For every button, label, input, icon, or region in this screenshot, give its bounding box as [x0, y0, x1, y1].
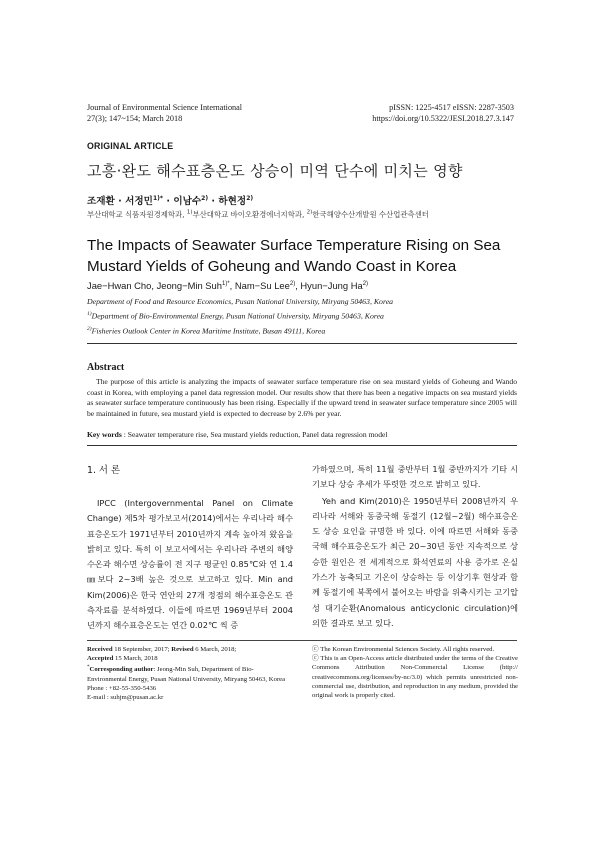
divider-footer	[87, 640, 517, 641]
ko-author-2: · 이남수	[163, 196, 202, 207]
corr-text: : Jeong-Min Suh, Department of Bio-Environmental Energy, Pusan National University, Miryang 50463, Korea	[87, 666, 286, 683]
ko-affil-b: 부산대학교 바이오환경에너지학과,	[192, 210, 307, 219]
article-type: ORIGINAL ARTICLE	[87, 141, 174, 151]
english-title: The Impacts of Seawater Surface Temperature Rising on Sea Mustard Yields of Goheung and Wando Coast in Korea	[87, 237, 501, 275]
accepted-label: Accepted	[87, 655, 114, 663]
en-affil-2: Fisheries Outlook Center in Korea Maritime Institute, Busan 49111, Korea	[91, 327, 326, 336]
ko-affil-c: 한국해양수산개발원 수산업관측센터	[312, 210, 429, 219]
en-affil-1: Department of Bio-Environmental Energy, Pusan National University, Miryang 50463, Korea	[91, 312, 384, 321]
dates-line-2	[87, 654, 293, 663]
divider-top	[87, 343, 517, 344]
body-paragraph-cont: 가하였으며, 특히 11월 중반부터 1월 중반까지가 기타 시기보다 상승 추세가 뚜렷한 것으로 밝히고 있다.	[312, 464, 518, 490]
english-authors	[87, 280, 368, 291]
corr-label: Corresponding author	[89, 666, 154, 674]
issn: pISSN: 1225-4517 eISSN: 2287-3503	[389, 103, 514, 112]
ko-author-3: · 하현정	[208, 196, 247, 207]
abstract-heading: Abstract	[87, 362, 125, 373]
en-affil-sup-1: 1)	[87, 311, 92, 318]
copyright-1: ⓒ The Korean Environmental Sciences Society. All rights reserved.	[312, 646, 495, 653]
body-paragraph-2: Yeh and Kim(2010)은 1950년부터 2008년까지 우리나라 서해와 동중국해 동절기 (12월~2월) 해수표층온도 상승 요인을 규명한 바 있다. 이에 따르면 서해와 동중국해 해수표층온도가 최근 20~30년 동안 지속적으로 상승한 원인은 전 세계적으로 화석연료의 사용 증가로 온실가스가 농축되고 기온이 상승하는 등 이상기후 현상과 함께 동절기에 북쪽에서 불어오는 바람을 위축시키는 고기압성 대기순환(Anomalous anticyclonic circulation)에 의한 결과로 보고 있다.	[312, 495, 518, 628]
en-affil-0: Department of Food and Resource Economics, Pusan National University, Miryang 50463, Korea	[87, 297, 394, 306]
body-column-right	[312, 462, 518, 631]
received-label: Received	[87, 646, 113, 653]
en-author-1: Jae−Hwan Cho, Jeong−Min Suh	[87, 280, 222, 291]
ko-affil-sup-1: 1)	[186, 209, 193, 216]
body-column-left	[87, 462, 293, 634]
en-author-3: , Hyun−Jung Ha	[295, 280, 363, 291]
en-author-sup-3: 2)	[362, 280, 369, 287]
ko-author-1: 조재환 · 서정민	[87, 196, 153, 207]
ko-author-sup-1: 1)*	[152, 194, 163, 202]
keywords-text: : Seawater temperature rise, Sea mustard yields reduction, Panel data regression model	[121, 430, 388, 439]
keywords-label: Key words	[87, 430, 122, 439]
journal-name: Journal of Environmental Science International	[87, 103, 243, 112]
copyright-2: ⓒ This is an Open-Access article distributed under the terms of the Creative Commons Attribution Non-Commercial License (http:// creativecommons.org/licenses/by-nc/3.0) which permits unrestricted non-commercial use, distribution, and reproduction in any medium, provided the original work is properly cited.	[312, 655, 518, 700]
doi-link[interactable]: https://doi.org/10.5322/JESI.2018.27.3.147	[372, 114, 514, 123]
accepted-date: 15 March, 2018	[113, 655, 158, 663]
divider-abstract	[87, 445, 517, 446]
keywords	[87, 430, 517, 439]
journal-info	[87, 102, 242, 124]
english-affiliations	[87, 296, 393, 338]
ko-affil-sup-2: 2)	[306, 209, 313, 216]
corr-sup: *	[87, 665, 90, 671]
email[interactable]: E-mail : suhjm@pusan.ac.kr	[87, 694, 164, 702]
korean-title: 고흥·완도 해수표층온도 상승이 미역 단수에 미치는 영향	[87, 162, 463, 180]
journal-ids	[372, 102, 514, 124]
revised-date: 6 March, 2018;	[193, 646, 237, 653]
article-history	[87, 645, 293, 702]
korean-authors	[87, 193, 253, 207]
en-affil-sup-2: 2)	[87, 326, 92, 333]
received-date: 18 September, 2017;	[112, 646, 172, 653]
en-affil-2-line	[87, 323, 393, 338]
en-author-2: , Nam−Su Lee	[229, 280, 290, 291]
phone: Phone : +82-55-350-5436	[87, 685, 157, 693]
corresponding-author	[87, 663, 293, 684]
korean-affiliations	[87, 209, 429, 220]
abstract-text: The purpose of this article is analyzing the impacts of seawater surface temperature rise on sea mustard yields of Goheung and Wando coast in Korea, with employing a panel data regression model. Our results show that there has been a negative impacts on sea mustard yields as seawater surface temperature continuously has been rising. Especially if the upward trend in seawater surface temperature since 2005 will be maintained in future, sea mustard yield is expected to decrease by 2.6% per year.	[87, 377, 517, 418]
en-author-sup-2: 2)	[289, 280, 296, 287]
dates-line-1	[87, 645, 293, 654]
revised-label: Revised	[171, 646, 194, 653]
section-heading: 1. 서 론	[87, 465, 121, 476]
en-affil-1-line	[87, 308, 393, 323]
ko-affil-a: 부산대학교 식품자원경제학과,	[87, 210, 187, 219]
ko-author-sup-3: 2)	[246, 194, 254, 202]
ko-author-sup-2: 2)	[201, 194, 209, 202]
body-paragraph: IPCC (Intergovernmental Panel on Climate Change) 제5차 평가보고서(2014)에서는 우리나라 해수표층온도가 1971년부터 2010년까지 계속 높아져 왔음을 밝히고 있다. 특히 이 보고서에서는 우리나라 주변의 해양 수온과 해수면 상승률이 전 지구 평균인 0.85℃와 연 1.4 ㎜보다 2~3배 높은 것으로 보고하고 있다. Min and Kim(2006)은 한국 연안의 27개 정점의 해수표층온도 관측자료를 분석하였다. 이들에 따르면 1969년부터 2004년까지 해수표층온도는 연간 0.02℃ 씩 증	[87, 498, 293, 631]
copyright	[312, 645, 518, 700]
journal-volume: 27(3); 147~154; March 2018	[87, 114, 183, 123]
en-author-sup-1: 1)*	[221, 280, 230, 287]
